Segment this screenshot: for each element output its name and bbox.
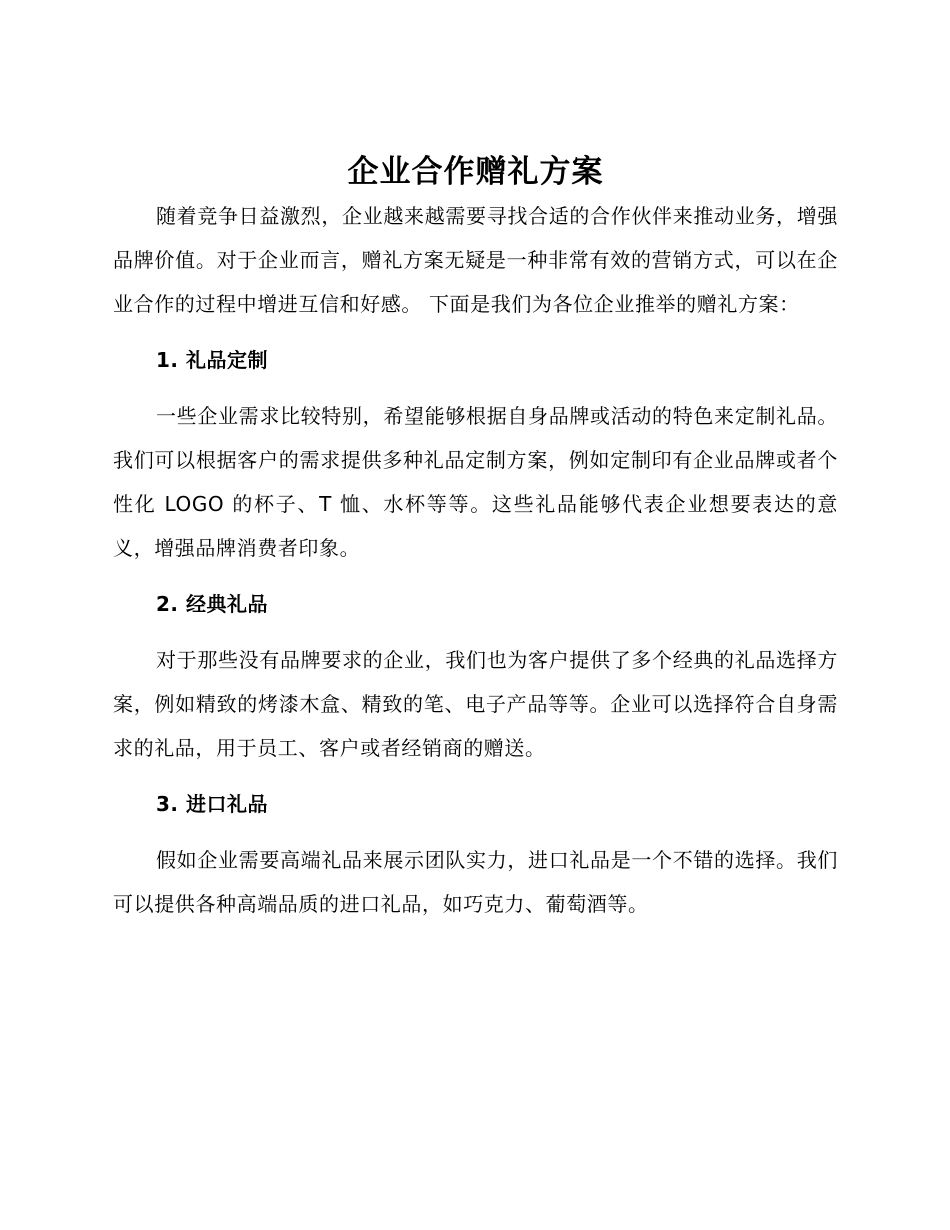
intro-paragraph: 随着竞争日益激烈，企业越来越需要寻找合适的合作伙伴来推动业务，增强品牌价值。对于企业而言，赠礼方案无疑是一种非常有效的营销方式，可以在企业合作的过程中增进互信和好感。 下面是我们为各位企业推举的赠礼方案： [113,204,838,316]
section-heading-customized-gifts: 1. 礼品定制 [156,348,268,372]
section-body-classic-gifts: 对于那些没有品牌要求的企业，我们也为客户提供了多个经典的礼品选择方案，例如精致的烤漆木盒、精致的笔、电子产品等等。企业可以选择符合自身需求的礼品，用于员工、客户或者经销商的赠送。 [113,648,838,760]
document-page [113,150,838,926]
section-heading-classic-gifts: 2. 经典礼品 [156,592,268,616]
section-body-customized-gifts: 一些企业需求比较特别，希望能够根据自身品牌或活动的特色来定制礼品。我们可以根据客户的需求提供多种礼品定制方案，例如定制印有企业品牌或者个性化 LOGO 的杯子、T 恤、水杯等等。这些礼品能够代表企业想要表达的意义，增强品牌消费者印象。 [113,404,838,560]
section-heading-imported-gifts: 3. 进口礼品 [156,792,268,816]
document-title: 企业合作赠礼方案 [347,154,604,190]
section-body-imported-gifts: 假如企业需要高端礼品来展示团队实力，进口礼品是一个不错的选择。我们可以提供各种高端品质的进口礼品，如巧克力、葡萄酒等。 [113,848,838,916]
